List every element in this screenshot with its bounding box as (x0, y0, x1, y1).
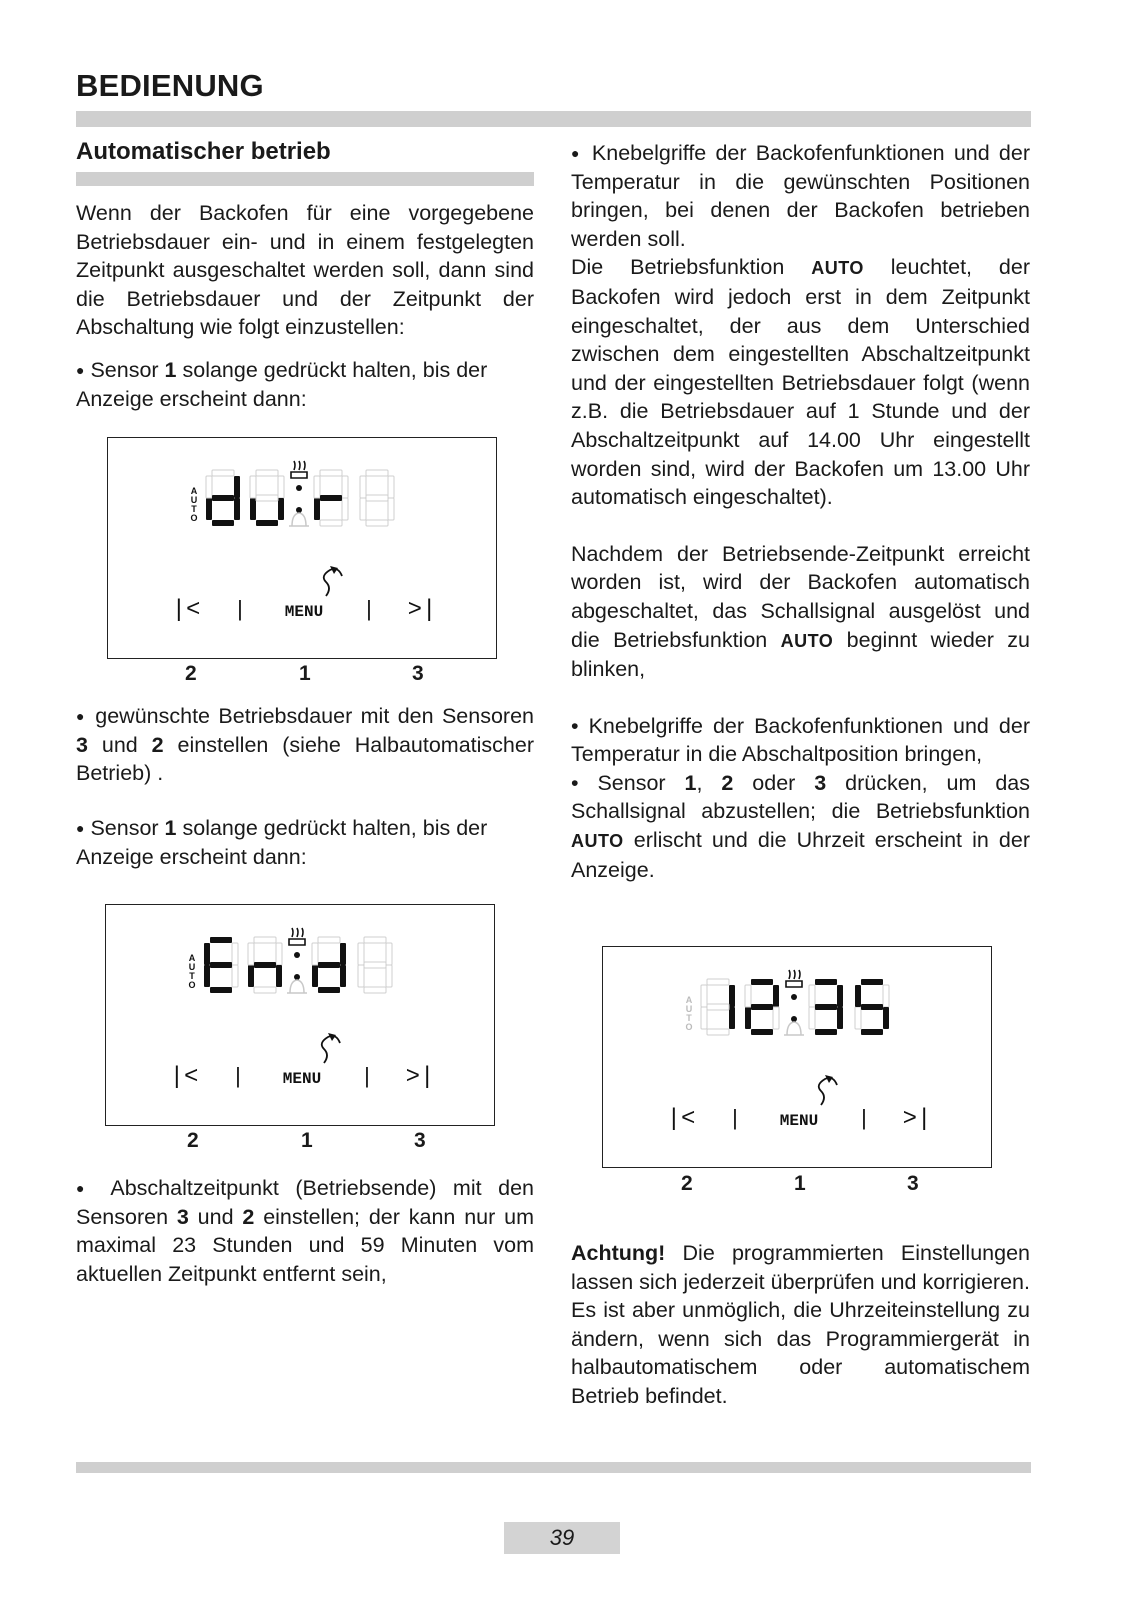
lcd-digit-unlit (358, 937, 392, 993)
intro-text: Wenn der Backofen für eine vorgegebene Betriebsdauer ein- und in einem festgelegten Zeitpunkt ausgeschaltet werden soll, dann sind die Betriebsdauer und der Zeitpunkt der Abschaltung wie folgt einzustellen: (76, 201, 534, 340)
sensor-labels (107, 662, 495, 688)
paragraph-text: • Sensor (571, 770, 685, 795)
separator: | (231, 1065, 245, 1090)
paragraph-text: Nachdem der Betriebsende-Zeitpunkt erreicht worden ist, wird der Backofen automatisch abgeschaltet, das Schallsignal ausgelöst und die Betriebsfunktion (571, 541, 1030, 652)
prev-icon: |< (171, 597, 201, 624)
bell-icon (289, 513, 309, 526)
sensor-number: 1 (164, 358, 177, 382)
step-text: gewünschte Betriebsdauer mit den Sensoren (86, 704, 534, 728)
paragraph-knobs-off: • Knebelgriffe der Backofenfunktionen und der Temperatur in die Abschaltposition bringen, (571, 713, 1030, 767)
menu-label: MENU (284, 603, 324, 621)
paragraph-text: Knebelgriffe der Backofenfunktionen und der Temperatur in die gewünschten Positionen bringen, bei denen der Backofen betrieben werden soll. (571, 141, 1030, 251)
warning-note (571, 1239, 1030, 1411)
auto-indicator-letter: A (190, 486, 198, 496)
lcd-digit (809, 979, 843, 1035)
touch-icon (324, 569, 342, 596)
sensor-number: 1 (164, 816, 177, 840)
step-text: Sensor (84, 358, 165, 382)
auto-indicator-letter: O (190, 513, 198, 523)
paragraph-text: , (696, 770, 722, 795)
lcd-digit (248, 937, 282, 993)
paragraph-auto (571, 253, 1030, 511)
colon-dot (294, 974, 300, 980)
paragraph-text: beginnt wieder zu blinken, (571, 627, 1031, 682)
step-text: und (188, 1204, 243, 1229)
display-end (105, 904, 495, 1126)
page-number: 39 (504, 1522, 620, 1554)
touch-icon (819, 1078, 837, 1105)
auto-indicator-letter: U (188, 962, 196, 972)
step-text: Abschaltzeitpunkt (Betriebsende) mit den Sensoren (76, 1176, 534, 1229)
sensor-labels (602, 1172, 990, 1198)
lcd-digit (314, 470, 348, 526)
lcd-digit (206, 470, 240, 526)
bullet: ● (76, 820, 85, 836)
step-4 (76, 1174, 534, 1288)
colon-dot (296, 507, 302, 513)
intro-paragraph (76, 199, 534, 342)
section-heading: Automatischer betrieb (76, 138, 331, 165)
paragraph-text: leuchtet, der Backofen wird jedoch erst in dem Zeitpunkt eingeschaltet, der aus dem Unterschied zwischen dem eingestellten Abschaltzeitpunkt und der eingestellten Betriebsdauer folgt (wenn z.B. die Betriebsdauer auf 1 Stunde und der Abschaltzeitpunkt auf 14.00 Uhr eingestellt worden sind, wird der Backofen um 13.00 Uhr automatisch eingeschaltet). (571, 255, 1030, 510)
cooking-pot-icon (786, 970, 802, 987)
sensor-number: 2 (151, 732, 164, 757)
lcd-digit (204, 937, 238, 993)
bullet: ● (76, 1180, 96, 1196)
bell-icon (784, 1022, 804, 1035)
menu-label: MENU (779, 1112, 819, 1130)
colon-dot (294, 952, 300, 958)
lcd-panel (603, 947, 991, 1167)
footer-divider (76, 1462, 1031, 1473)
lcd-panel (106, 905, 494, 1125)
paragraph-text: drücken, um das Schallsignal abzustellen; die Betriebsfunktion (571, 770, 1030, 824)
sensor-label-2: 2 (187, 1129, 199, 1152)
step-text: einstellen; der kann nur um maximal 23 Stunden und 59 Minuten vom aktuellen Zeitpunkt entfernt sein, (76, 1204, 534, 1286)
paragraph-text: oder (733, 770, 815, 795)
auto-indicator-letter: U (190, 495, 198, 505)
separator: | (362, 598, 376, 623)
step-1 (76, 356, 534, 413)
warning-label: Achtung! (571, 1241, 666, 1265)
next-icon: >| (902, 1106, 932, 1133)
bullet: ● (76, 362, 85, 378)
auto-indicator-letter: U (685, 1004, 693, 1014)
warning-text: Die programmierten Einstellungen lassen sich jederzeit überprüfen und korrigieren. Es ist aber unmöglich, die Uhrzeiteinstellung zu ändern, wenn sich das Programmiergerät in halbautomatischem oder automatischem Betrieb befindet. (571, 1241, 1030, 1408)
lcd-digit-unlit (360, 470, 394, 526)
step-text: solange gedrückt halten, bis der Anzeige erscheint dann: (76, 358, 488, 411)
sensor-label-1: 1 (794, 1172, 806, 1195)
separator: | (857, 1107, 871, 1132)
auto-label: AUTO (811, 258, 864, 279)
menu-label: MENU (282, 1070, 322, 1088)
sensor-number: 2 (242, 1204, 255, 1229)
lcd-digit (312, 937, 346, 993)
next-icon: >| (405, 1064, 435, 1091)
section-divider (76, 172, 534, 186)
step-2 (76, 702, 534, 788)
step-text: Sensor (84, 816, 165, 840)
separator: | (360, 1065, 374, 1090)
paragraph-end (571, 540, 1030, 684)
header-divider (76, 111, 1031, 127)
auto-label: AUTO (780, 630, 834, 651)
touch-icon (322, 1036, 340, 1063)
page-title: BEDIENUNG (76, 68, 264, 103)
step-3 (76, 814, 534, 871)
auto-label: AUTO (571, 831, 624, 852)
step-text: und (87, 732, 152, 757)
colon-dot (791, 1016, 797, 1022)
sensor-number: 2 (721, 770, 734, 795)
step-text: solange gedrückt halten, bis der Anzeige erscheint dann: (76, 816, 488, 869)
auto-indicator-letter: T (191, 504, 197, 514)
sensor-label-2: 2 (185, 662, 197, 685)
colon-dot (296, 485, 302, 491)
lcd-digit (250, 470, 284, 526)
paragraph-text: erlischt und die Uhrzeit erscheint in der Anzeige. (571, 828, 1030, 882)
sensor-label-3: 3 (412, 662, 424, 685)
sensor-number: 1 (684, 770, 697, 795)
auto-indicator-letter: A (188, 953, 196, 963)
sensor-label-2: 2 (681, 1172, 693, 1195)
paragraph-sensor (571, 769, 1030, 884)
sensor-label-1: 1 (301, 1129, 313, 1152)
auto-indicator-letter: O (188, 980, 196, 990)
paragraph-text: Die Betriebsfunktion (571, 255, 812, 280)
right-column-top (571, 139, 1030, 884)
auto-indicator-letter: A (685, 995, 693, 1005)
prev-icon: |< (666, 1106, 696, 1133)
lcd-panel (108, 438, 496, 658)
sensor-label-3: 3 (907, 1172, 919, 1195)
bullet: ● (76, 708, 87, 724)
cooking-pot-icon (291, 461, 307, 478)
prev-icon: |< (169, 1064, 199, 1091)
colon-dot (791, 994, 797, 1000)
bullet: ● (571, 145, 583, 161)
sensor-labels (105, 1129, 493, 1155)
lcd-digit (745, 979, 779, 1035)
bell-icon (287, 980, 307, 993)
lcd-digit (855, 979, 889, 1035)
auto-indicator-letter: T (686, 1013, 692, 1023)
sensor-number: 3 (76, 732, 88, 757)
sensor-label-1: 1 (299, 662, 311, 685)
display-duration (107, 437, 497, 659)
next-icon: >| (407, 597, 437, 624)
separator: | (728, 1107, 742, 1132)
separator: | (233, 598, 247, 623)
display-clock (602, 946, 992, 1168)
sensor-number: 3 (814, 770, 827, 795)
paragraph-knobs (571, 139, 1030, 253)
sensor-label-3: 3 (414, 1129, 426, 1152)
auto-indicator-letter: T (189, 971, 195, 981)
step-text: einstellen (siehe Halbautomatischer Betrieb) . (76, 732, 534, 786)
sensor-number: 3 (176, 1204, 189, 1229)
cooking-pot-icon (289, 928, 305, 945)
lcd-digit (701, 979, 735, 1035)
auto-indicator-letter: O (685, 1022, 693, 1032)
